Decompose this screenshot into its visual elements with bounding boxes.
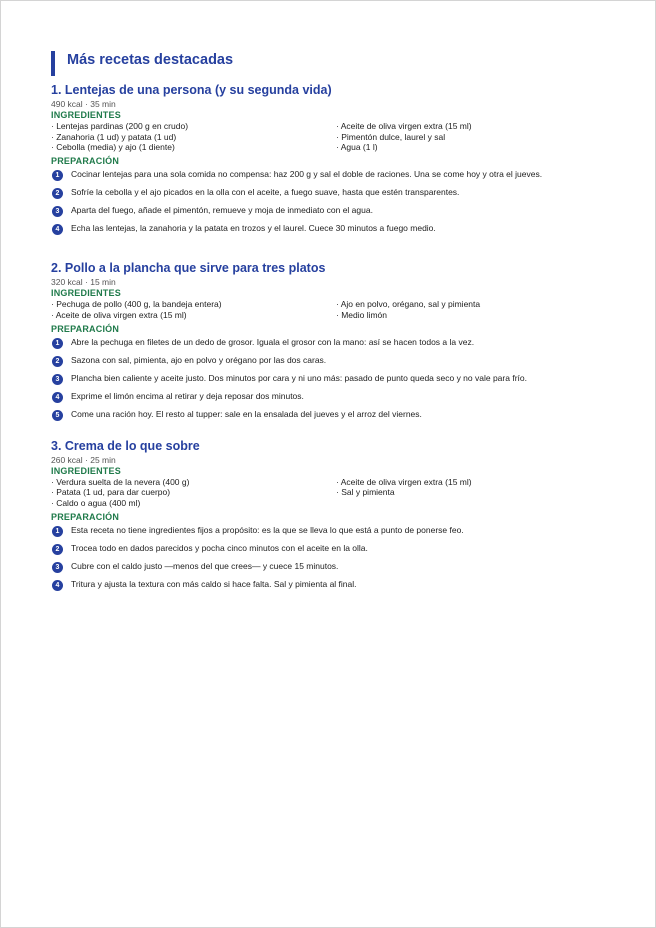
recipe-meta: 320 kcal · 15 min [51,277,116,288]
preparation-step [51,337,611,348]
recipe-title: 1. Lentejas de una persona (y su segunda vida) [51,83,332,97]
preparation-step [51,391,611,402]
preparation-label: PREPARACIÓN [51,511,120,522]
step-text: Abre la pechuga en filetes de un dedo de grosor. Iguala el grosor con la mano: así se hacen todos a la vez. [71,336,475,347]
preparation-step [51,409,611,420]
step-number-badge: 3 [52,374,63,385]
step-number-badge: 1 [52,526,63,537]
step-number-badge: 1 [52,170,63,181]
preparation-step [51,579,611,590]
ingredients-column-right [336,477,611,509]
preparation-label: PREPARACIÓN [51,323,120,334]
step-text: Sofríe la cebolla y el ajo picados en la olla con el aceite, a fuego suave, hasta que estén transparentes. [71,187,460,198]
step-number-badge: 3 [52,562,63,573]
preparation-step [51,205,611,216]
step-number-badge: 2 [52,356,63,367]
ingredients-list [51,121,611,153]
recipe-title: 3. Crema de lo que sobre [51,438,200,453]
step-number-badge: 4 [52,392,63,403]
step-number-badge: 2 [52,544,63,555]
step-text: Aparta del fuego, añade el pimentón, remueve y moja de inmediato con el agua. [71,205,373,216]
ingredient-item: · Patata (1 ud, para dar cuerpo) [51,487,171,498]
preparation-step [51,561,611,572]
preparation-label: PREPARACIÓN [51,156,120,167]
step-text: Plancha bien caliente y aceite justo. Dos minutos por cara y ni uno más: pasado de punto queda seco y no vale para frío. [71,372,527,383]
step-text: Come una ración hoy. El resto al tupper: sale en la ensalada del jueves y el arroz del viernes. [71,408,422,419]
ingredients-column-left [51,477,336,509]
ingredient-item: · Ajo en polvo, orégano, sal y pimienta [336,299,481,310]
step-text: Cocinar lentejas para una sola comida no compensa: haz 200 g y sal el doble de raciones. Una se come hoy y otra el jueves. [71,169,543,180]
ingredient-item: · Verdura suelta de la nevera (400 g) [51,476,190,487]
step-text: Trocea todo en dados parecidos y pocha cinco minutos con el aceite en la olla. [71,542,368,553]
step-text: Esta receta no tiene ingredientes fijos a propósito: es la que se lleva lo que está a punto de ponerse feo. [71,524,464,535]
preparation-step [51,543,611,554]
step-text: Cubre con el caldo justo —menos del que crees— y cuece 15 minutos. [71,560,339,571]
step-text: Tritura y ajusta la textura con más caldo si hace falta. Sal y pimienta al final. [71,578,357,589]
ingredient-item: · Caldo o agua (400 ml) [51,497,141,508]
section-header [51,50,611,76]
ingredient-item: · Cebolla (media) y ajo (1 diente) [51,142,175,153]
ingredient-item: · Sal y pimienta [336,487,395,498]
ingredient-item: · Lentejas pardinas (200 g en crudo) [51,121,189,131]
step-text: Sazona con sal, pimienta, ajo en polvo y orégano por las dos caras. [71,354,327,365]
preparation-step [51,355,611,366]
ingredients-list [51,477,611,509]
page-content [51,50,611,590]
step-text: Exprime el limón encima al retirar y deja reposar dos minutos. [71,390,304,401]
section-accent-bar [51,51,55,76]
ingredient-item: · Agua (1 l) [336,142,378,153]
step-number-badge: 5 [52,410,63,421]
preparation-step [51,525,611,536]
ingredient-item: · Pechuga de pollo (400 g, la bandeja entera) [51,299,222,310]
ingredient-item: · Aceite de oliva virgen extra (15 ml) [336,121,472,131]
ingredient-item: · Zanahoria (1 ud) y patata (1 ud) [51,131,177,142]
step-number-badge: 3 [52,206,63,217]
recipe-card [51,261,611,419]
preparation-step [51,373,611,384]
step-number-badge: 2 [52,188,63,199]
preparation-step [51,187,611,198]
ingredients-label: INGREDIENTES [51,465,121,476]
ingredients-label: INGREDIENTES [51,288,121,299]
step-number-badge: 1 [52,338,63,349]
ingredients-column-right [336,121,611,153]
ingredient-item: · Medio limón [336,309,388,320]
ingredients-column-left [51,299,336,320]
ingredients-column-right [336,299,611,320]
ingredients-label: INGREDIENTES [51,110,121,120]
recipe-title: 2. Pollo a la plancha que sirve para tres platos [51,261,326,276]
ingredients-column-left [51,121,336,153]
preparation-steps [51,169,611,234]
ingredient-item: · Pimentón dulce, laurel y sal [336,131,446,142]
ingredient-item: · Aceite de oliva virgen extra (15 ml) [51,309,187,320]
step-number-badge: 4 [52,224,63,235]
recipe-card [51,83,611,234]
recipe-meta: 260 kcal · 25 min [51,454,116,465]
step-text: Echa las lentejas, la zanahoria y la patata en trozos y el laurel. Cuece 30 minutos a fuego medio. [71,223,436,234]
step-number-badge: 4 [52,580,63,591]
recipe-card [51,439,611,590]
ingredient-item: · Aceite de oliva virgen extra (15 ml) [336,476,472,487]
preparation-step [51,169,611,180]
preparation-step [51,223,611,234]
recipe-meta: 490 kcal · 35 min [51,99,116,109]
ingredients-list [51,299,611,320]
preparation-steps [51,337,611,420]
section-title: Más recetas destacadas [67,52,234,68]
preparation-steps [51,525,611,590]
